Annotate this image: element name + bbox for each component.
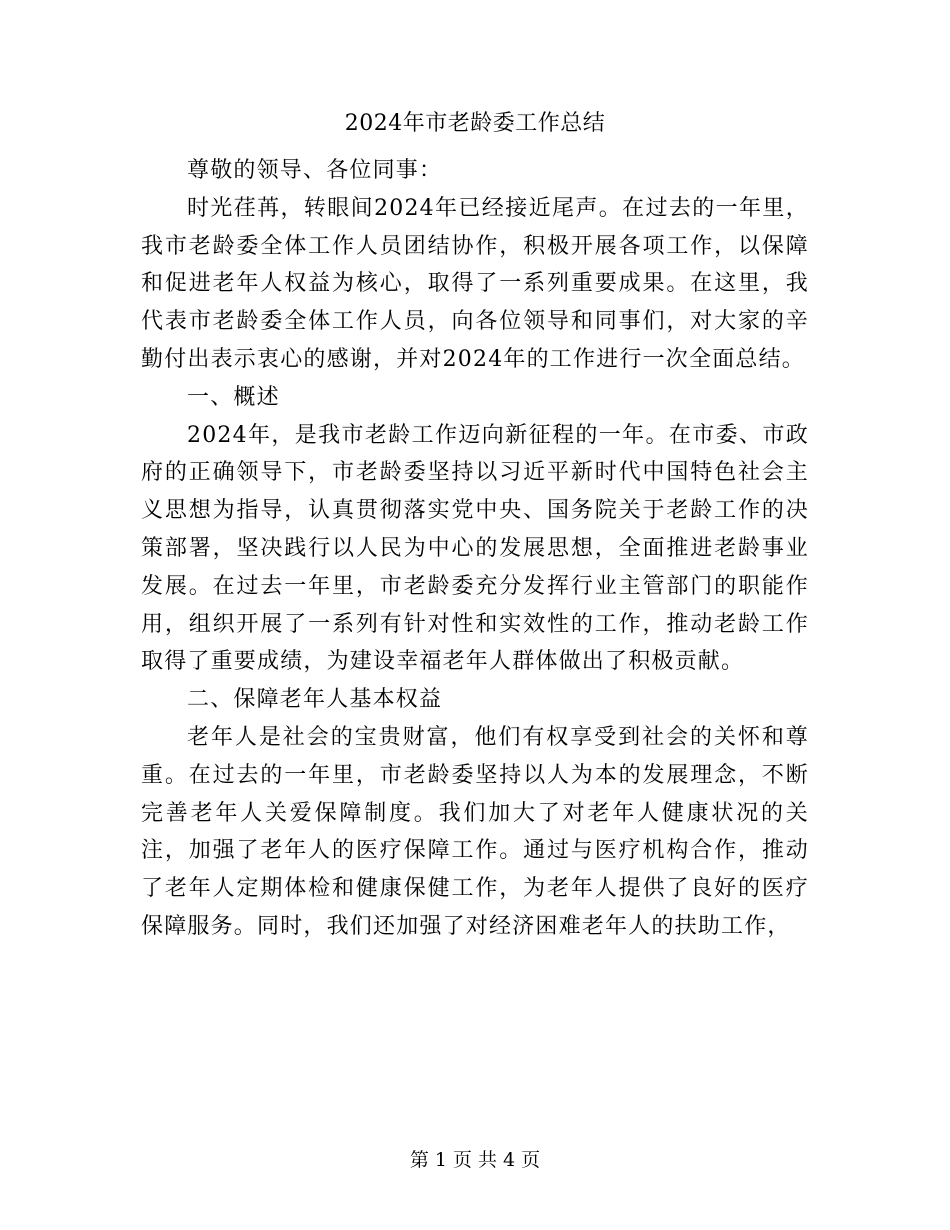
section-heading-overview: 一、概述: [187, 384, 280, 410]
intro-paragraph: 时光荏苒，转眼间2024年已经接近尾声。在过去的一年里，我市老龄委全体工作人员团结协作，积极开展各项工作，以保障和促进老年人权益为核心，取得了一系列重要成果。在这里，我代表市老龄委全体工作人员，向各位领导和同事们，对大家的辛勤付出表示衷心的感谢，并对2024年的工作进行一次全面总结。: [141, 195, 809, 372]
rights-paragraph: 老年人是社会的宝贵财富，他们有权享受到社会的关怀和尊重。在过去的一年里，市老龄委坚持以人为本的发展理念，不断完善老年人关爱保障制度。我们加大了对老年人健康状况的关注，加强了老年人的医疗保障工作。通过与医疗机构合作，推动了老年人定期体检和健康保健工作，为老年人提供了良好的医疗保障服务。同时，我们还加强了对经济困难老年人的扶助工作，: [141, 724, 809, 939]
document-title: 2024年市老龄委工作总结: [344, 111, 606, 136]
page-indicator: 第 1 页 共 4 页: [409, 1149, 541, 1171]
document-body: [141, 152, 809, 946]
section-heading-rights: 二、保障老年人基本权益: [187, 687, 443, 713]
greeting: 尊敬的领导、各位同事：: [187, 158, 443, 183]
overview-paragraph: 2024年，是我市老龄工作迈向新征程的一年。在市委、市政府的正确领导下，市老龄委坚持以习近平新时代中国特色社会主义思想为指导，认真贯彻落实党中央、国务院关于老龄工作的决策部署，坚决践行以人民为中心的发展思想，全面推进老龄事业发展。在过去一年里，市老龄委充分发挥行业主管部门的职能作用，组织开展了一系列有针对性和实效性的工作，推动老龄工作取得了重要成绩，为建设幸福老年人群体做出了积极贡献。: [141, 422, 809, 675]
